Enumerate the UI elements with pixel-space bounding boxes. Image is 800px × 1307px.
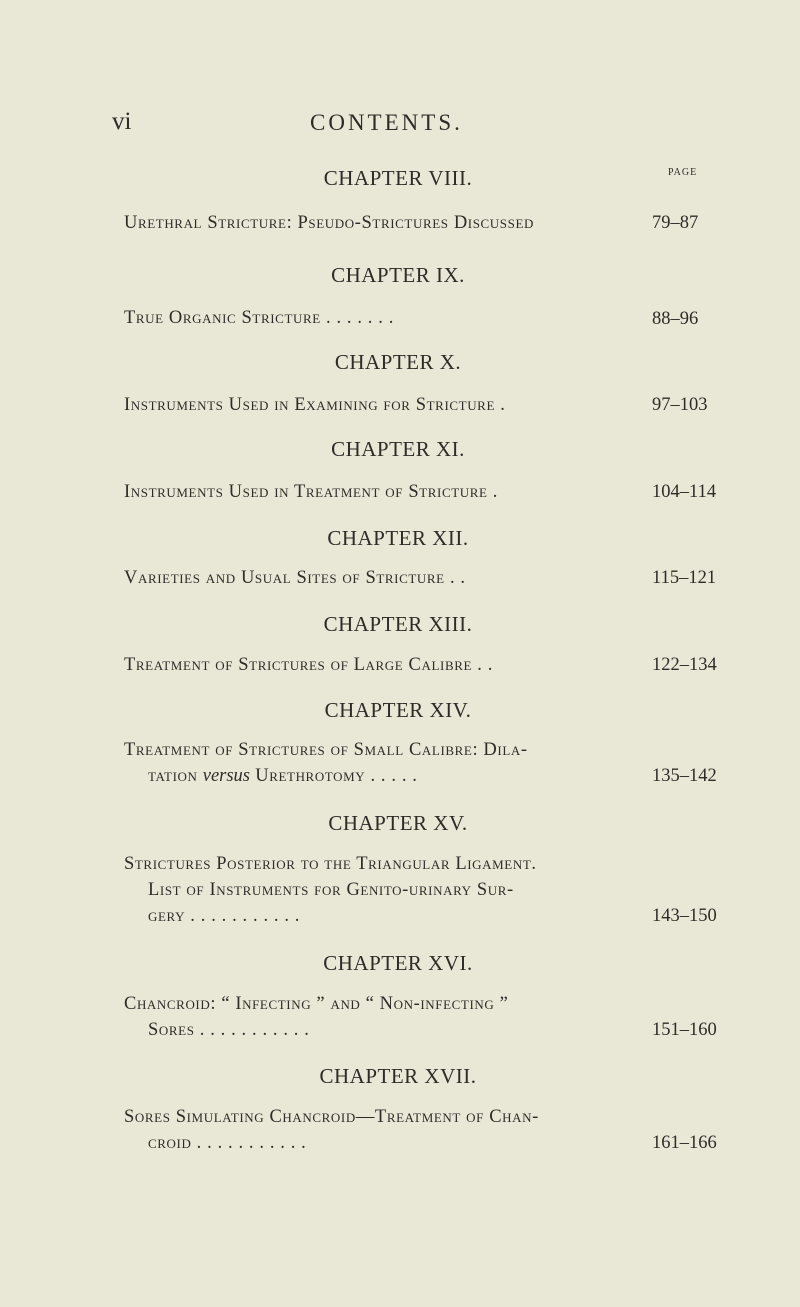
page-range: 135–142 xyxy=(652,766,717,786)
chapter-title: Treatment of Strictures of Large Calibre . . xyxy=(124,655,493,675)
chapter-heading: CHAPTER XIII. xyxy=(323,612,473,636)
chapter-title: Urethral Stricture: Pseudo-Strictures Discussed xyxy=(124,213,534,233)
page-range: 122–134 xyxy=(652,655,717,675)
running-head: CONTENTS. xyxy=(310,110,463,135)
chapter-title: True Organic Stricture . . . . . . . xyxy=(124,308,394,328)
chapter-heading: CHAPTER XVII. xyxy=(319,1064,477,1088)
chapter-title: Sores Simulating Chancroid—Treatment of Chan- xyxy=(124,1107,539,1127)
chapter-title: Treatment of Strictures of Small Calibre: Dila- xyxy=(124,740,528,760)
page-range: 115–121 xyxy=(652,568,717,588)
chapter-heading: CHAPTER XV. xyxy=(328,811,468,835)
chapter-title: Instruments Used in Examining for Stricture . xyxy=(124,395,506,415)
page-column-label: PAGE xyxy=(668,167,698,178)
page-range: 151–160 xyxy=(652,1020,717,1040)
chapter-title: Instruments Used in Treatment of Stricture . xyxy=(124,482,499,502)
page-range: 161–166 xyxy=(652,1133,717,1153)
chapter-title: Chancroid: “ Infecting ” and “ Non-infecting ” xyxy=(124,994,509,1014)
chapter-title-continued: List of Instruments for Genito-urinary Sur- xyxy=(148,880,514,900)
chapter-heading: CHAPTER XI. xyxy=(331,437,465,461)
chapter-title-continued: tation versus Urethrotomy . . . . . xyxy=(148,766,418,786)
chapter-title-continued: Sores . . . . . . . . . . . xyxy=(148,1020,310,1040)
page-range: 104–114 xyxy=(652,482,717,502)
page-range: 79–87 xyxy=(652,213,699,233)
page-range: 143–150 xyxy=(652,906,717,926)
page-range: 97–103 xyxy=(652,395,708,415)
chapter-title-continued: croid . . . . . . . . . . . xyxy=(148,1133,307,1153)
chapter-title: Strictures Posterior to the Triangular Ligament. xyxy=(124,854,537,874)
chapter-heading: CHAPTER VIII. xyxy=(323,166,473,190)
chapter-heading: CHAPTER IX. xyxy=(331,263,465,287)
chapter-heading: CHAPTER XIV. xyxy=(324,698,472,722)
chapter-title: Varieties and Usual Sites of Stricture . . xyxy=(124,568,466,588)
page-range: 88–96 xyxy=(652,309,699,329)
page-number: vi xyxy=(112,108,132,135)
chapter-heading: CHAPTER XVI. xyxy=(323,951,473,975)
chapter-title-continued: gery . . . . . . . . . . . xyxy=(148,906,301,926)
chapter-heading: CHAPTER X. xyxy=(334,350,462,374)
chapter-heading: CHAPTER XII. xyxy=(327,526,469,550)
